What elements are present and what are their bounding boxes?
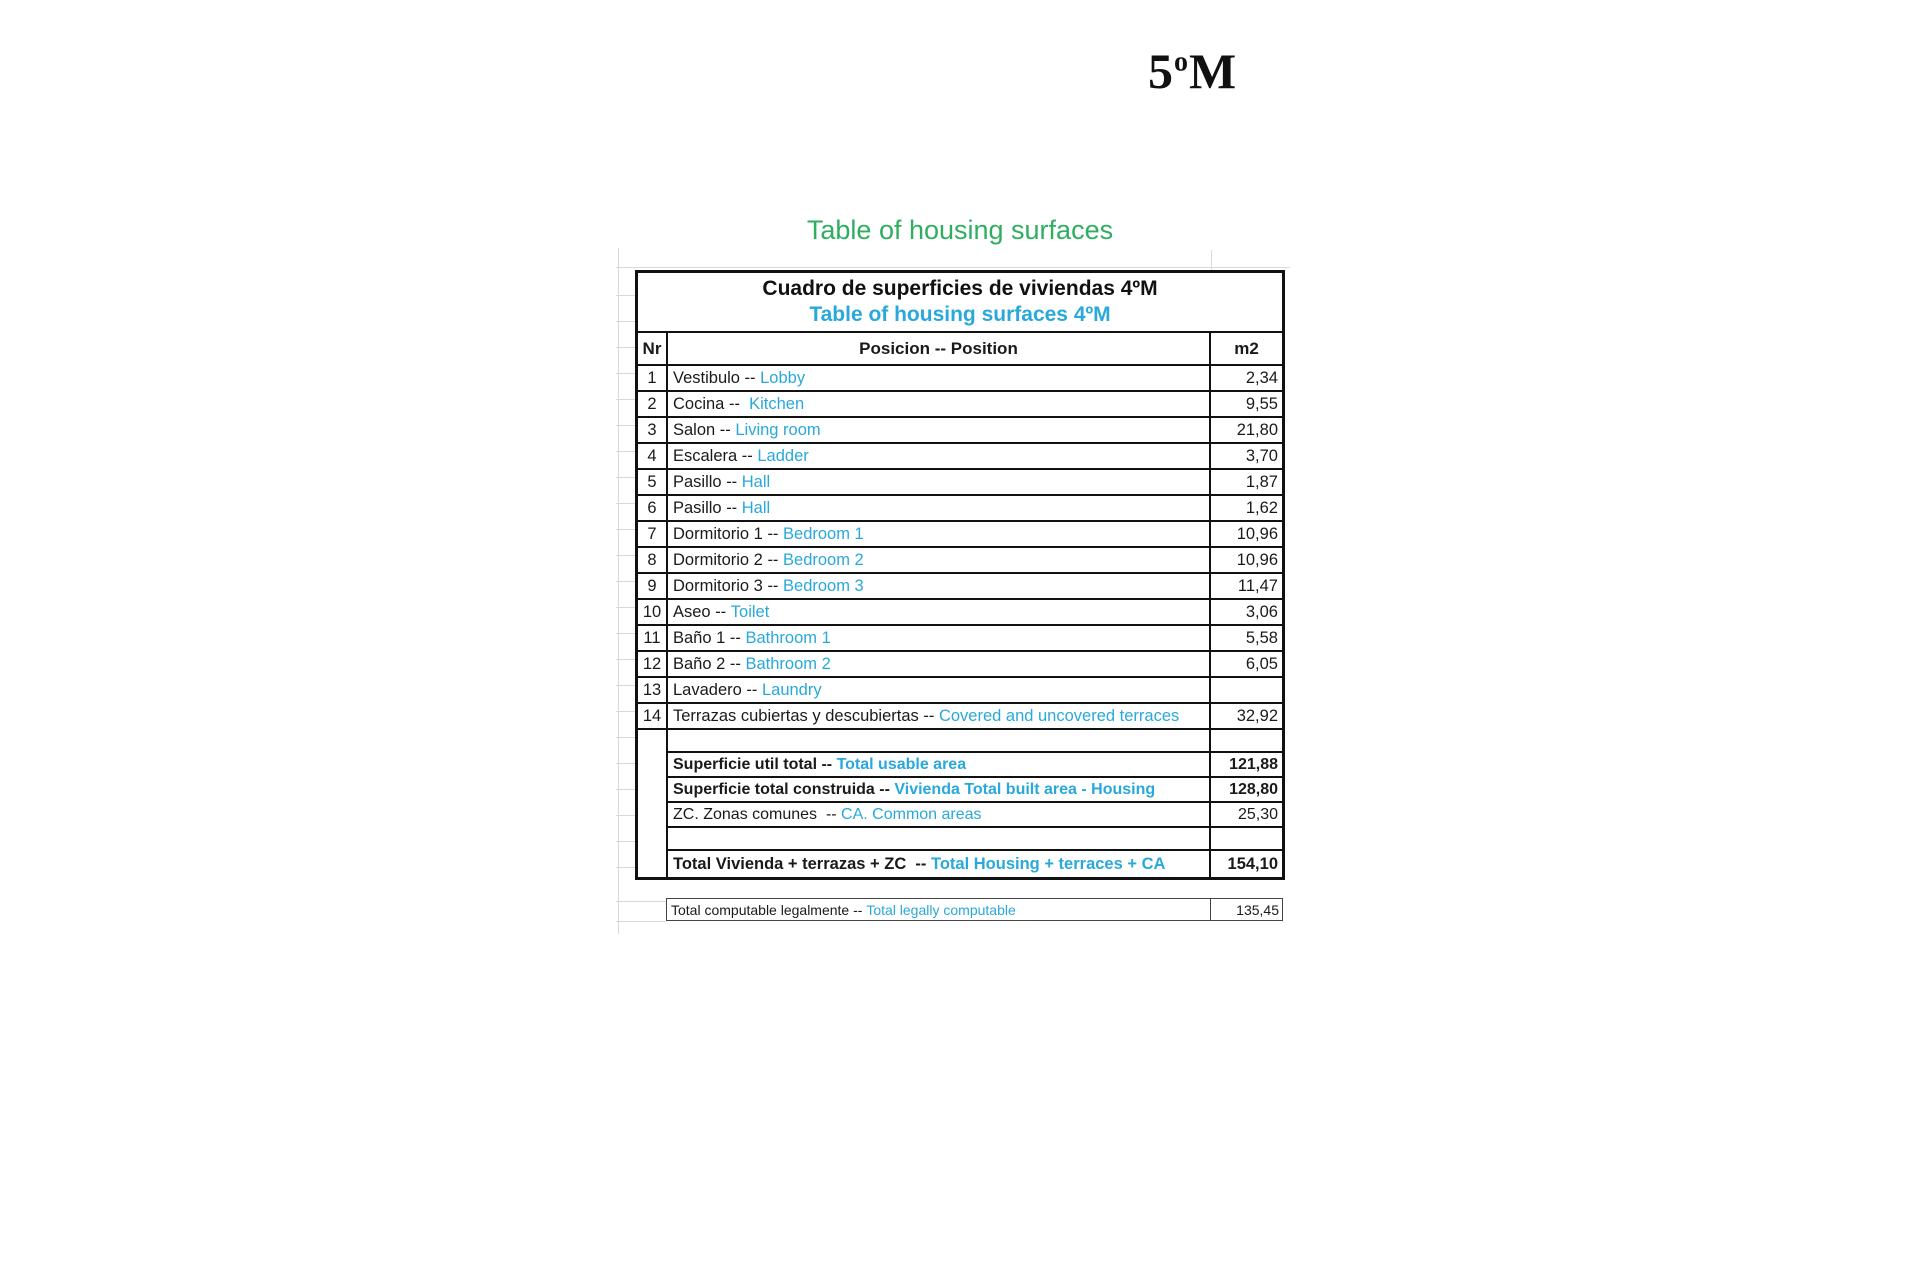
position-label	[668, 548, 1209, 574]
area-value: 3,06	[1209, 600, 1282, 626]
grand-total-row	[638, 851, 1282, 877]
row-number: 8	[638, 548, 668, 574]
summary-label-spanish: ZC. Zonas comunes --	[673, 805, 842, 823]
table-row	[638, 574, 1282, 600]
row-number: 12	[638, 652, 668, 678]
summary-value: 25,30	[1209, 803, 1282, 828]
position-label	[668, 574, 1209, 600]
position-label-spanish: Dormitorio 3 --	[673, 576, 784, 595]
area-value: 32,92	[1209, 704, 1282, 730]
table-title-box	[638, 273, 1282, 333]
position-label-english: Bathroom 1	[745, 628, 831, 647]
area-value: 10,96	[1209, 522, 1282, 548]
position-label-spanish: Pasillo --	[673, 498, 742, 517]
summary-label-english: Vivienda Total built area - Housing	[894, 780, 1156, 798]
summary-label	[668, 803, 1209, 828]
row-number: 9	[638, 574, 668, 600]
position-label-spanish: Vestibulo --	[673, 368, 761, 387]
table-row	[638, 600, 1282, 626]
table-row	[638, 548, 1282, 574]
legal-total-label-english: Total legally computable	[866, 901, 1016, 918]
column-header-position: Posicion -- Position	[668, 333, 1209, 366]
area-value: 5,58	[1209, 626, 1282, 652]
position-label-english: Lobby	[760, 368, 806, 387]
row-number: 4	[638, 444, 668, 470]
page-title	[1148, 44, 1237, 99]
legal-total-label	[667, 899, 1210, 920]
position-label	[668, 522, 1209, 548]
gridline-gutter-bottom	[616, 882, 666, 934]
position-label-english: Living room	[735, 420, 821, 439]
position-label-english: Bedroom 2	[783, 550, 864, 569]
position-label-english: Laundry	[761, 680, 822, 699]
row-number: 7	[638, 522, 668, 548]
gridline-vertical	[618, 248, 619, 934]
position-label	[668, 496, 1209, 522]
position-label-spanish: Baño 2 --	[673, 654, 746, 673]
position-label	[668, 678, 1209, 704]
table-header-row	[638, 333, 1282, 366]
section-heading: Table of housing surfaces	[806, 215, 1114, 245]
column-header-m2: m2	[1209, 333, 1282, 366]
position-label-spanish: Cocina --	[673, 394, 750, 413]
table-body	[638, 366, 1282, 730]
grand-total-label-english: Total Housing + terraces + CA	[930, 854, 1166, 873]
row-number: 11	[638, 626, 668, 652]
gridline-horizontal	[616, 267, 1290, 268]
table-row	[638, 444, 1282, 470]
summary-label	[668, 753, 1209, 778]
summary-row	[638, 778, 1282, 803]
position-label-english: Toilet	[730, 602, 770, 621]
page-title-ordinal: o	[1174, 46, 1189, 78]
position-label	[668, 444, 1209, 470]
grand-total-label-spanish: Total Vivienda + terrazas + ZC --	[673, 854, 931, 873]
row-number: 6	[638, 496, 668, 522]
summary-value: 128,80	[1209, 778, 1282, 803]
position-label-english: Bedroom 3	[783, 576, 864, 595]
table-title-spanish: Cuadro de superficies de viviendas 4ºM	[762, 277, 1158, 300]
area-value: 10,96	[1209, 548, 1282, 574]
position-label	[668, 418, 1209, 444]
position-label-english: Hall	[741, 472, 771, 491]
area-value: 1,62	[1209, 496, 1282, 522]
position-label-spanish: Pasillo --	[673, 472, 742, 491]
row-number: 5	[638, 470, 668, 496]
table-row	[638, 626, 1282, 652]
row-number: 13	[638, 678, 668, 704]
position-label	[668, 600, 1209, 626]
summary-label-english: CA. Common areas	[841, 805, 982, 823]
area-value: 11,47	[1209, 574, 1282, 600]
legal-total-label-spanish: Total computable legalmente --	[671, 901, 867, 918]
page-title-base: 5	[1148, 43, 1174, 99]
position-label-spanish: Baño 1 --	[673, 628, 746, 647]
position-label-spanish: Aseo --	[673, 602, 731, 621]
table-row	[638, 496, 1282, 522]
area-value: 1,87	[1209, 470, 1282, 496]
position-label	[668, 704, 1209, 730]
position-label-spanish: Dormitorio 2 --	[673, 550, 784, 569]
table-row	[638, 418, 1282, 444]
position-label-english: Hall	[741, 498, 771, 517]
summary-label-spanish: Superficie total construida --	[673, 780, 895, 798]
position-label	[668, 366, 1209, 392]
position-label-english: Covered and uncovered terraces	[938, 706, 1180, 725]
table-row	[638, 470, 1282, 496]
legal-total-value: 135,45	[1210, 899, 1282, 920]
table-row	[638, 678, 1282, 704]
row-number: 2	[638, 392, 668, 418]
position-label-spanish: Terrazas cubiertas y descubiertas --	[673, 706, 939, 725]
position-label-spanish: Salon --	[673, 420, 736, 439]
summary-row	[638, 803, 1282, 828]
position-label	[668, 626, 1209, 652]
row-number: 3	[638, 418, 668, 444]
position-label-spanish: Dormitorio 1 --	[673, 524, 784, 543]
row-number: 1	[638, 366, 668, 392]
grand-total-label	[668, 851, 1209, 877]
grand-total-value: 154,10	[1209, 851, 1282, 877]
position-label-english: Bedroom 1	[783, 524, 864, 543]
column-header-nr: Nr	[638, 333, 668, 366]
row-number: 14	[638, 704, 668, 730]
summary-row	[638, 753, 1282, 778]
summary-label	[668, 778, 1209, 803]
summary-label-spanish: Superficie util total --	[673, 755, 837, 773]
position-label-spanish: Lavadero --	[673, 680, 762, 699]
area-value: 6,05	[1209, 652, 1282, 678]
row-number: 10	[638, 600, 668, 626]
summary-value: 121,88	[1209, 753, 1282, 778]
position-label	[668, 652, 1209, 678]
position-label-english: Ladder	[757, 446, 809, 465]
table-row	[638, 366, 1282, 392]
position-label	[668, 470, 1209, 496]
summary-label-english: Total usable area	[836, 755, 967, 773]
area-value: 2,34	[1209, 366, 1282, 392]
position-label-english: Kitchen	[749, 394, 805, 413]
table-row	[638, 704, 1282, 730]
position-label-spanish: Escalera --	[673, 446, 758, 465]
surfaces-table	[635, 270, 1285, 880]
area-value: 21,80	[1209, 418, 1282, 444]
table-row	[638, 522, 1282, 548]
position-label	[668, 392, 1209, 418]
table-title-english: Table of housing surfaces 4ºM	[809, 303, 1111, 326]
table-row	[638, 392, 1282, 418]
area-value	[1209, 678, 1282, 704]
table-row	[638, 652, 1282, 678]
area-value: 3,70	[1209, 444, 1282, 470]
area-value: 9,55	[1209, 392, 1282, 418]
spacer-row	[638, 828, 1282, 851]
spacer-row	[638, 730, 1282, 753]
page-title-suffix: M	[1189, 43, 1238, 99]
position-label-english: Bathroom 2	[745, 654, 831, 673]
legal-total-row	[666, 898, 1283, 921]
summary-body	[638, 753, 1282, 828]
